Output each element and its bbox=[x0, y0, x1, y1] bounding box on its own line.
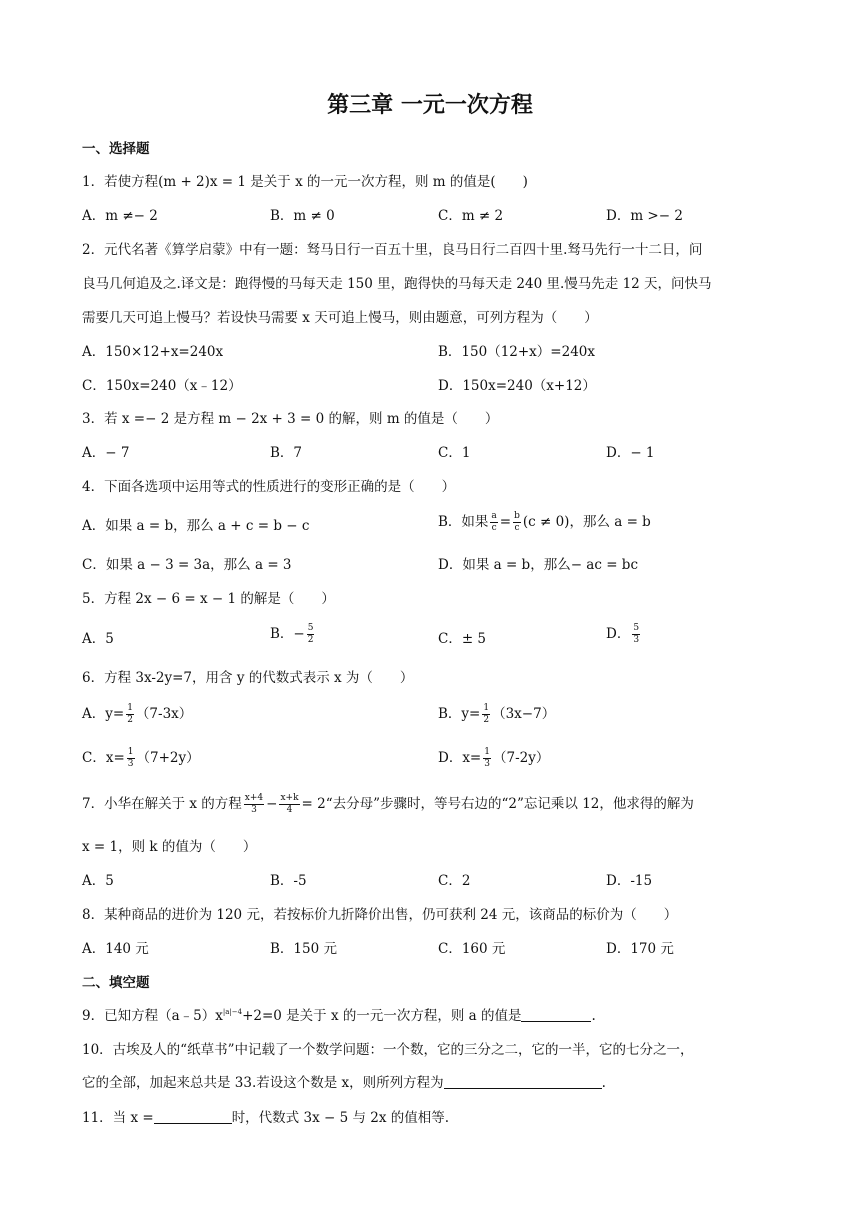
fraction bbox=[127, 747, 135, 770]
q9-prefix: 9．已知方程（a﹣5）x bbox=[82, 1008, 223, 1024]
q10-prefix: 它的全部，加起来总共是 33.若设这个数是 x，则所列方程为 bbox=[82, 1075, 444, 1091]
question-10-line-1: 10．古埃及人的“纸草书”中记载了一个数学问题：一个数，它的三分之二，它的一半，它的七分之一， bbox=[82, 1042, 694, 1058]
q8-option-b: B．150 元 bbox=[270, 941, 337, 957]
period: . bbox=[591, 1008, 596, 1024]
question-1: 1．若使方程(m + 2)x = 1 是关于 x 的一元一次方程，则 m 的值是( ) bbox=[82, 174, 528, 190]
question-8: 8．某种商品的进价为 120 元，若按标价九折降价出售，仍可获利 24 元，该商品的标价为（ ） bbox=[82, 907, 678, 923]
q5-option-b bbox=[270, 622, 316, 646]
denominator: 3 bbox=[251, 805, 257, 815]
q5-option-b-prefix: B．− bbox=[270, 626, 305, 642]
section-heading-fill: 二、填空题 bbox=[82, 975, 150, 991]
fraction bbox=[244, 793, 264, 816]
numerator: 1 bbox=[127, 703, 133, 713]
q11-prefix: 11．当 x = bbox=[82, 1110, 154, 1126]
denominator: 2 bbox=[483, 715, 490, 725]
q1-option-b: B．m ≠ 0 bbox=[270, 208, 335, 224]
denominator: 2 bbox=[307, 635, 314, 645]
q6-option-b bbox=[438, 702, 555, 726]
question-5: 5．方程 2x − 6 = x − 1 的解是（ ） bbox=[82, 591, 335, 607]
q4-option-d: D．如果 a = b，那么− ac = bc bbox=[438, 557, 639, 573]
fraction bbox=[483, 747, 491, 770]
q6-option-c-prefix: C．x= bbox=[82, 750, 125, 766]
period: . bbox=[601, 1075, 606, 1091]
q6-option-b-prefix: B．y= bbox=[438, 706, 481, 722]
numerator: 1 bbox=[127, 747, 134, 757]
q3-option-a: A．− 7 bbox=[82, 445, 130, 461]
q7-prefix: 7．小华在解关于 x 的方程 bbox=[82, 796, 242, 812]
minus-sign: − bbox=[266, 796, 278, 812]
question-10-line-2 bbox=[82, 1071, 606, 1091]
q6-option-a-suffix: （7-3x） bbox=[135, 706, 193, 722]
question-7-line-1 bbox=[82, 792, 694, 816]
q2-option-c: C．150x=240（x﹣12） bbox=[82, 378, 242, 394]
denominator: c bbox=[491, 523, 497, 533]
equals-sign: = bbox=[499, 514, 512, 530]
q11-suffix: 时，代数式 3x − 5 与 2x 的值相等. bbox=[231, 1110, 450, 1126]
question-7-line-2: x = 1，则 k 的值为（ ） bbox=[82, 839, 257, 855]
denominator: 2 bbox=[127, 715, 133, 725]
q6-option-d-prefix: D．x= bbox=[438, 750, 482, 766]
question-11 bbox=[82, 1106, 449, 1126]
q6-option-d-suffix: （7-2y） bbox=[492, 750, 550, 766]
fraction bbox=[490, 511, 497, 534]
q2-option-b: B．150（12+x）=240x bbox=[438, 344, 595, 360]
q4-option-b bbox=[438, 510, 651, 534]
denominator: 3 bbox=[484, 759, 490, 769]
denominator: 3 bbox=[633, 635, 640, 645]
q3-option-b: B．7 bbox=[270, 445, 303, 461]
numerator: 5 bbox=[307, 623, 314, 633]
answer-blank[interactable] bbox=[521, 1007, 591, 1022]
q4-option-a: A．如果 a = b，那么 a + c = b − c bbox=[82, 518, 310, 534]
numerator: x+4 bbox=[244, 793, 264, 803]
section-heading-choice: 一、选择题 bbox=[82, 141, 150, 157]
question-2-line-3: 需要几天可追上慢马？若设快马需要 x 天可追上慢马，则由题意，可列方程为（ ） bbox=[82, 310, 598, 326]
q9-suffix: +2=0 是关于 x 的一元一次方程，则 a 的值是 bbox=[242, 1008, 522, 1024]
question-9 bbox=[82, 1004, 596, 1024]
fraction bbox=[513, 511, 521, 534]
denominator: 3 bbox=[127, 759, 134, 769]
q6-option-c-suffix: （7+2y） bbox=[136, 750, 200, 766]
q6-option-a-prefix: A．y= bbox=[82, 706, 125, 722]
numerator: 1 bbox=[483, 703, 490, 713]
q6-option-b-suffix: （3x−7） bbox=[492, 706, 556, 722]
fraction bbox=[632, 623, 640, 646]
fraction bbox=[126, 703, 134, 726]
q7-suffix: = 2“去分母”步骤时，等号右边的“2”忘记乘以 12，他求得的解为 bbox=[301, 796, 694, 812]
q6-option-a bbox=[82, 702, 192, 726]
q3-option-c: C．1 bbox=[438, 445, 471, 461]
fraction bbox=[279, 793, 299, 816]
denominator: 4 bbox=[286, 805, 293, 815]
q5-option-c: C．± 5 bbox=[438, 631, 487, 647]
q5-option-d-prefix: D． bbox=[606, 626, 631, 642]
q8-option-d: D．170 元 bbox=[606, 941, 674, 957]
numerator: x+k bbox=[280, 793, 299, 803]
fraction bbox=[482, 703, 490, 726]
q5-option-a: A．5 bbox=[82, 631, 114, 647]
answer-blank[interactable] bbox=[154, 1109, 232, 1124]
q7-option-b: B．-5 bbox=[270, 873, 307, 889]
q7-option-c: C．2 bbox=[438, 873, 471, 889]
numerator: 5 bbox=[633, 623, 640, 633]
denominator: c bbox=[514, 523, 520, 533]
q3-option-d: D．− 1 bbox=[606, 445, 655, 461]
question-6: 6．方程 3x-2y=7，用含 y 的代数式表示 x 为（ ） bbox=[82, 670, 414, 686]
q1-option-d: D．m >− 2 bbox=[606, 208, 683, 224]
q8-option-a: A．140 元 bbox=[82, 941, 149, 957]
q6-option-c bbox=[82, 746, 200, 770]
q4-option-c: C．如果 a − 3 = 3a，那么 a = 3 bbox=[82, 557, 292, 573]
q5-option-d bbox=[606, 622, 642, 646]
question-4: 4．下面各选项中运用等式的性质进行的变形正确的是（ ） bbox=[82, 479, 456, 495]
q4-option-b-suffix: (c ≠ 0)，那么 a = b bbox=[522, 514, 651, 530]
numerator: 1 bbox=[484, 747, 490, 757]
q2-option-d: D．150x=240（x+12） bbox=[438, 378, 596, 394]
q2-option-a: A．150×12+x=240x bbox=[82, 344, 224, 360]
q7-option-a: A．5 bbox=[82, 873, 114, 889]
q1-option-a: A．m ≠− 2 bbox=[82, 208, 158, 224]
numerator: a bbox=[491, 511, 497, 521]
q4-option-b-prefix: B．如果 bbox=[438, 514, 489, 530]
q7-option-d: D．-15 bbox=[606, 873, 653, 889]
question-2-line-2: 良马几何追及之.译文是：跑得慢的马每天走 150 里，跑得快的马每天走 240 里.慢马先走 12 天，问快马 bbox=[82, 276, 712, 292]
exponent: |a|−4 bbox=[222, 1008, 243, 1016]
q8-option-c: C．160 元 bbox=[438, 941, 506, 957]
answer-blank[interactable] bbox=[444, 1074, 602, 1089]
question-3: 3．若 x =− 2 是方程 m − 2x + 3 = 0 的解，则 m 的值是（ ） bbox=[82, 411, 499, 427]
q1-option-c: C．m ≠ 2 bbox=[438, 208, 504, 224]
q6-option-d bbox=[438, 746, 549, 770]
fraction bbox=[307, 623, 315, 646]
page-title: 第三章 一元一次方程 bbox=[327, 93, 533, 118]
numerator: b bbox=[514, 511, 520, 521]
question-2-line-1: 2．元代名著《算学启蒙》中有一题：驽马日行一百五十里，良马日行二百四十里.驽马先行一十二日，问 bbox=[82, 242, 703, 258]
